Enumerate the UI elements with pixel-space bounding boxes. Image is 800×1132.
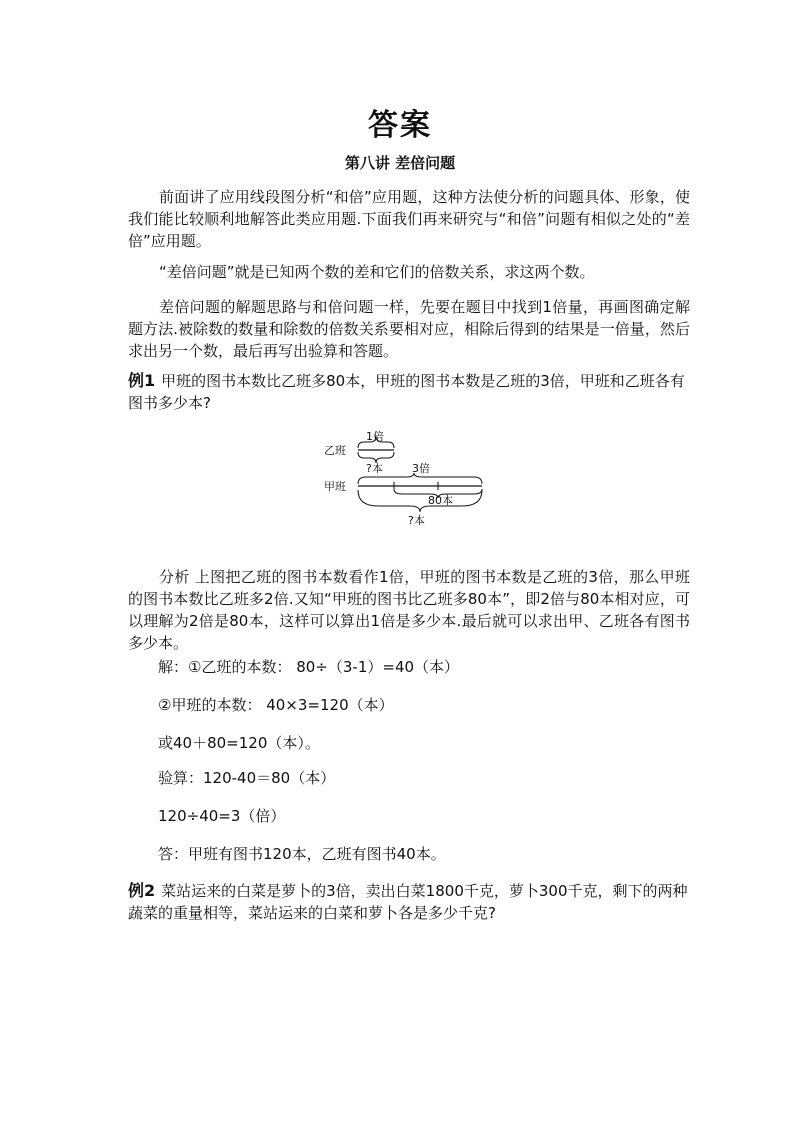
answer-line: 答：甲班有图书120本，乙班有图书40本。 [158, 845, 446, 863]
brace-q-bottom [358, 490, 482, 512]
example-2-text: 菜站运来的白菜是萝卜的3倍，卖出白菜1800千克，萝卜300千克，剩下的两种蔬菜的重量相等，菜站运来的白菜和萝卜各是多少千克? [128, 882, 688, 922]
example-1-text: 甲班的图书本数比乙班多80本，甲班的图书本数是乙班的3倍，甲班和乙班各有图书多少本? [128, 372, 685, 412]
diagram-label-yi: 乙班 [324, 444, 346, 457]
diagram-eighty-books: 80本 [428, 494, 453, 507]
example-2-label: 例2 [128, 881, 156, 900]
intro-paragraph-2: “差倍问题”就是已知两个数的差和它们的倍数关系，求这两个数。 [159, 263, 595, 281]
solution-step-1: 解：①乙班的本数： 80÷（3-1）=40（本） [158, 658, 460, 676]
example-2 [128, 880, 690, 924]
verification-line-2: 120÷40=3（倍） [158, 807, 286, 825]
intro-paragraph-3: 差倍问题的解题思路与和倍问题一样，先要在题目中找到1倍量，再画图确定解题方法.被除数的数量和除数的倍数关系要相对应，相除后得到的结果是一倍量，然后求出另一个数，最后再写出验算和答题。 [128, 298, 690, 360]
diagram-three-times: 3倍 [412, 462, 430, 475]
solution-step-3: 或40＋80=120（本）。 [158, 734, 320, 752]
solution-step-2: ②甲班的本数： 40×3=120（本） [158, 696, 394, 714]
analysis-paragraph: 分析 上图把乙班的图书本数看作1倍，甲班的图书本数是乙班的3倍，那么甲班的图书本数比乙班多2倍.又知“甲班的图书比乙班多80本”，即2倍与80本相对应，可以理解为2倍是80本，这样可以算出1倍是多少本.最后就可以求出甲、乙班各有图书多少本。 [128, 568, 690, 652]
diagram-q-top: ?本 [366, 462, 383, 475]
verification-line-1: 验算：120-40＝80（本） [158, 769, 336, 787]
diagram-q-bottom: ?本 [408, 514, 425, 527]
diagram-one-times: 1倍 [366, 430, 384, 443]
page-title: 答案 [368, 108, 432, 143]
diagram-label-jia: 甲班 [324, 480, 346, 493]
lesson-subtitle: 第八讲 差倍问题 [344, 154, 456, 172]
intro-paragraph-1: 前面讲了应用线段图分析“和倍”应用题，这种方法使分析的问题具体、形象，使我们能比较顺利地解答此类应用题.下面我们再来研究与“和倍”问题有相似之处的“差倍”应用题。 [128, 188, 690, 250]
example-1 [128, 370, 690, 414]
line-segment-diagram [318, 428, 498, 528]
example-1-label: 例1 [128, 371, 156, 390]
